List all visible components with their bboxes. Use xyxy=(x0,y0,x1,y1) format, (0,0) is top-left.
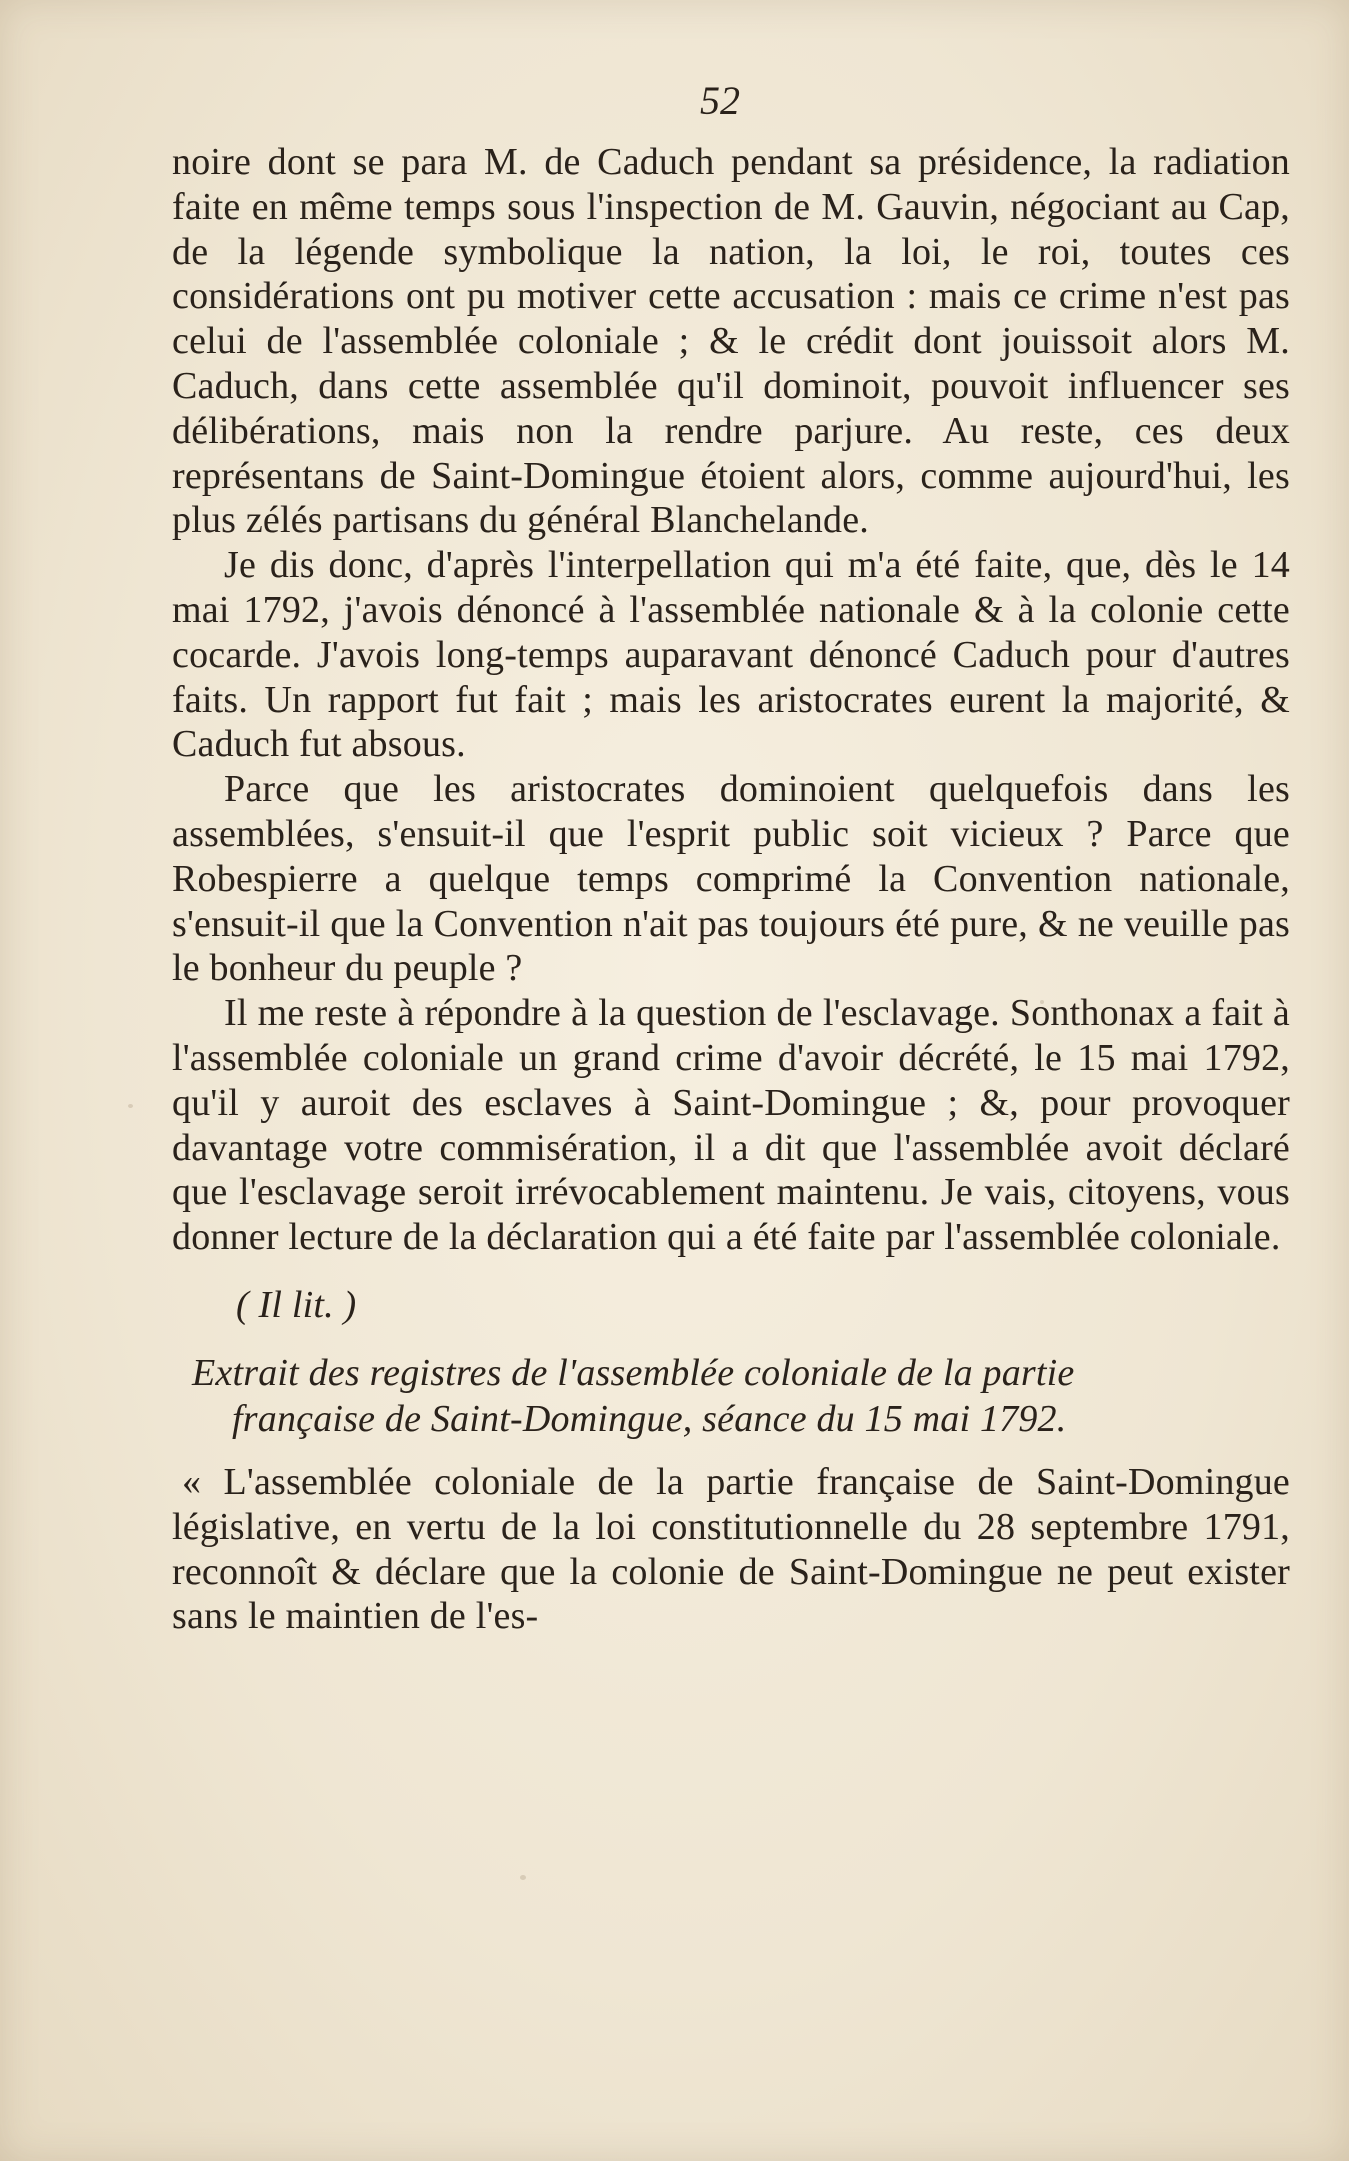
paragraph-esclavage: Il me reste à répondre à la question de l'esclavage. Sonthonax a fait à l'assemblée coloniale un grand crime d'avoir décrété, le 15 mai 1792, qu'il y auroit des esclaves à Saint-Domingue ; &, pour provoquer davantage votre commisération, il a dit que l'assemblée avoit déclaré que l'esclavage seroit irrévocablement maintenu. Je vais, citoyens, vous donner lecture de la déclaration qui a été faite par l'assemblée coloniale. xyxy=(172,992,1290,1259)
paragraph-interpellation: Je dis donc, d'après l'interpellation qui m'a été faite, que, dès le 14 mai 1792, j'avois dénoncé à l'assemblée nationale & à la colonie cette cocarde. J'avois long-temps auparavant dénoncé Caduch pour d'autres faits. Un rapport fut fait ; mais les aristocrates eurent la majorité, & Caduch fut absous. xyxy=(172,544,1290,766)
page-body xyxy=(172,140,1290,1639)
paper-foxing-spot xyxy=(128,1104,133,1108)
page-number: 52 xyxy=(700,78,740,123)
stage-direction: ( Il lit. ) xyxy=(236,1283,357,1326)
paragraph-aristocrates: Parce que les aristocrates dominoient quelquefois dans les assemblées, s'ensuit-il que l'esprit public soit vicieux ? Parce que Robespierre a quelque temps comprimé la Convention nationale, s'ensuit-il que la Convention n'ait pas toujours été pure, & ne veuille pas le bonheur du peuple ? xyxy=(172,768,1290,990)
extract-heading-line-1: Extrait des registres de l'assemblée coloniale de la partie xyxy=(192,1351,1075,1394)
paper-foxing-spot xyxy=(520,1875,526,1880)
paragraph-continuation: noire dont se para M. de Caduch pendant sa présidence, la radiation faite en même temps sous l'inspection de M. Gauvin, négociant au Cap, de la légende symbolique la nation, la loi, le roi, toutes ces considérations ont pu motiver cette accusation : mais ce crime n'est pas celui de l'assemblée coloniale ; & le crédit dont jouissoit alors M. Caduch, dans cette assemblée qu'il dominoit, pouvoit influencer ses délibérations, mais non la rendre parjure. Au reste, ces deux représentans de Saint-Domingue étoient alors, comme aujourd'hui, les plus zélés partisans du général Blanchelande. xyxy=(172,141,1290,542)
extract-heading-line-2: française de Saint-Domingue, séance du 15 mai 1792. xyxy=(232,1397,1067,1440)
extract-heading xyxy=(192,1350,1290,1442)
paper-foxing-spot xyxy=(1040,1000,1044,1004)
extract-quote: « L'assemblée coloniale de la partie française de Saint-Domingue législative, en vertu de la loi constitutionnelle du 28 septembre 1791, reconnoît & déclare que la colonie de Saint-Domingue ne peut exister sans le maintien de l'es- xyxy=(172,1460,1290,1638)
